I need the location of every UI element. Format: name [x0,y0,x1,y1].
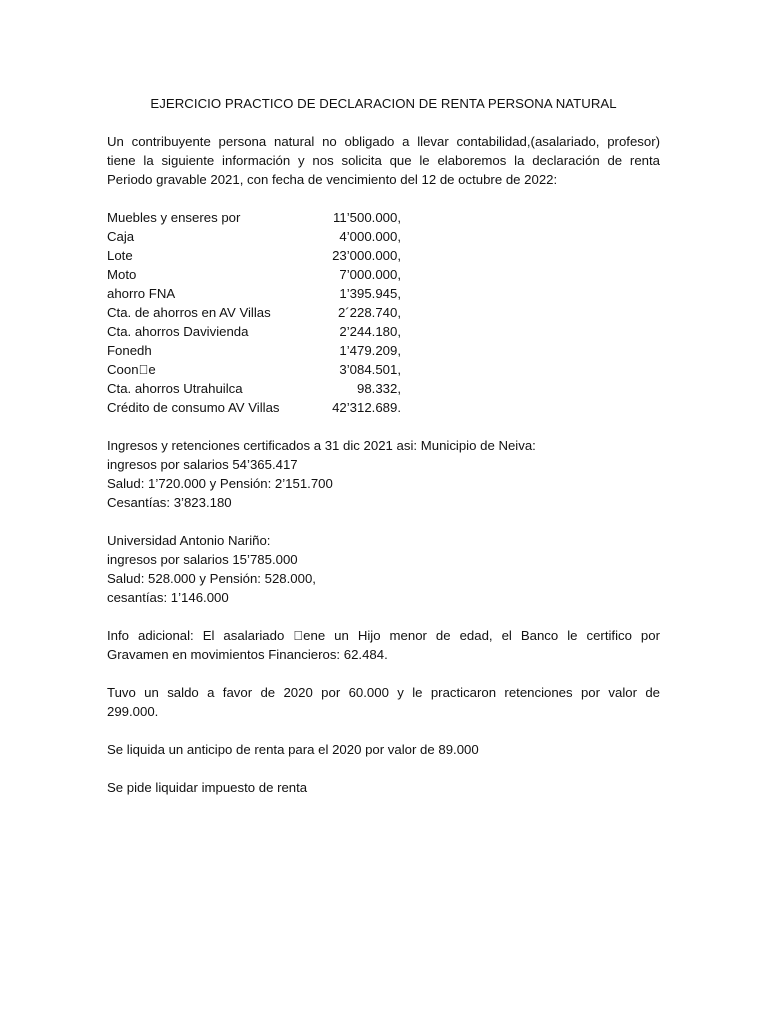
universidad-line: cesantías: 1’146.000 [107,590,229,605]
pide-paragraph: Se pide liquidar impuesto de renta [107,780,308,795]
asset-value: 11’500.000, [333,210,401,225]
asset-row [107,379,660,398]
municipio-line: Salud: 1’720.000 y Pensión: 2’151.700 [107,476,333,491]
document-title: EJERCICIO PRACTICO DE DECLARACION DE RENTA PERSONA NATURAL [150,96,617,111]
asset-row [107,265,660,284]
assets-list [107,208,660,417]
asset-label: Caja [107,229,135,244]
asset-value: 1’395.945, [339,286,401,301]
info-adicional-line: Gravamen en movimientos Financieros: 62.484. [107,647,388,662]
asset-label: Cta. de ahorros en AV Villas [107,305,271,320]
asset-row [107,341,660,360]
asset-label: Coon e [107,362,156,377]
intro-line: Periodo gravable 2021, con fecha de vencimiento del 12 de octubre de 2022: [107,172,558,187]
document-page [107,88,660,816]
municipio-section [107,436,660,512]
municipio-line: Cesantías: 3’823.180 [107,495,232,510]
municipio-line: Ingresos y retenciones certificados a 31 dic 2021 asi: Municipio de Neiva: [107,438,536,453]
asset-row [107,322,660,341]
info-adicional-paragraph [107,626,660,664]
asset-value: 2´228.740, [337,305,401,320]
intro-paragraph [107,132,660,189]
asset-value: 1’479.209, [339,343,401,358]
anticipo-paragraph: Se liquida un anticipo de renta para el 2020 por valor de 89.000 [107,742,479,757]
asset-label: Muebles y enseres por [107,210,241,225]
universidad-line: Universidad Antonio Nariño: [107,533,271,548]
asset-label: Crédito de consumo AV Villas [107,400,280,415]
saldo-line: Tuvo un saldo a favor de 2020 por 60.000 y le practicaron retenciones por valor de [107,685,660,700]
asset-row [107,246,660,265]
asset-value: 3’084.501, [339,362,401,377]
asset-label: Fonedh [107,343,152,358]
asset-row [107,284,660,303]
asset-label: Lote [107,248,133,263]
asset-row [107,208,660,227]
universidad-line: ingresos por salarios 15’785.000 [107,552,298,567]
asset-label: Cta. ahorros Davivienda [107,324,249,339]
asset-row [107,227,660,246]
asset-value: 98.332, [357,381,401,396]
saldo-line: 299.000. [107,704,159,719]
intro-line: tiene la siguiente información y nos solicita que le elaboremos la declaración de renta [107,153,660,168]
municipio-line: ingresos por salarios 54’365.417 [107,457,298,472]
asset-label: Cta. ahorros Utrahuilca [107,381,243,396]
asset-value: 2’244.180, [339,324,401,339]
asset-label: Moto [107,267,137,282]
saldo-paragraph [107,683,660,721]
asset-row [107,303,660,322]
intro-line: Un contribuyente persona natural no obligado a llevar contabilidad,(asalariado, profesor) [107,134,660,149]
universidad-line: Salud: 528.000 y Pensión: 528.000, [107,571,316,586]
asset-value: 42’312.689. [332,400,401,415]
asset-value: 7’000.000, [339,267,401,282]
asset-row [107,398,660,417]
universidad-section [107,531,660,607]
asset-value: 23’000.000, [332,248,401,263]
info-adicional-line: Info adicional: El asalariado  ene un Hijo menor de edad, el Banco le certifico por [107,628,660,643]
asset-row [107,360,660,379]
asset-value: 4’000.000, [339,229,401,244]
asset-label: ahorro FNA [107,286,176,301]
